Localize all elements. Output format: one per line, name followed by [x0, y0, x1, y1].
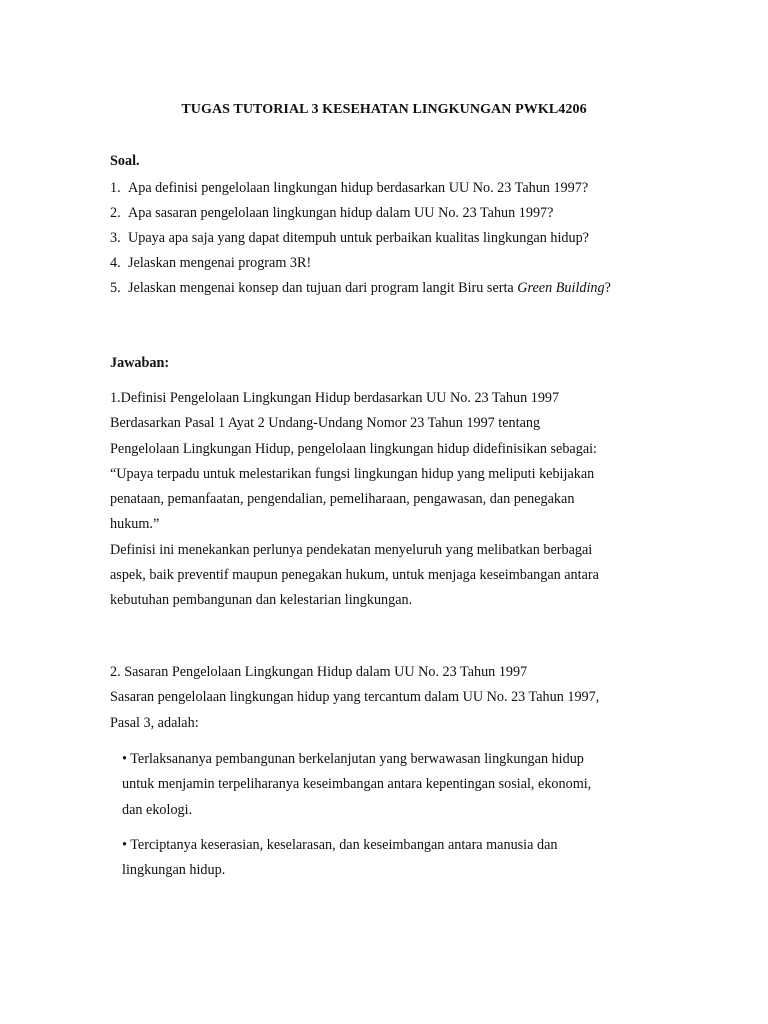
answer-line: Definisi ini menekankan perlunya pendekatan menyeluruh yang melibatkan berbagai	[110, 541, 593, 558]
answer-line: Pasal 3, adalah:	[110, 714, 199, 731]
answer-line: “Upaya terpadu untuk melestarikan fungsi lingkungan hidup yang meliputi kebijakan	[110, 465, 595, 482]
question-text	[128, 279, 611, 297]
answer-line: penataan, pemanfaatan, pengendalian, pemeliharaan, pengawasan, dan penegakan	[110, 491, 575, 508]
answer-line: kebutuhan pembangunan dan kelestarian lingkungan.	[110, 592, 413, 609]
question-item	[110, 179, 588, 197]
answer-line: aspek, baik preventif maupun penegakan hukum, untuk menjaga keseimbangan antara	[110, 567, 599, 584]
document-title: TUGAS TUTORIAL 3 KESEHATAN LINGKUNGAN PWKL4206	[181, 102, 587, 117]
question-number: 1.	[110, 180, 121, 196]
bullet-item	[122, 833, 662, 884]
jawaban-heading: Jawaban:	[110, 355, 170, 371]
question-text: Upaya apa saja yang dapat ditempuh untuk perbaikan kualitas lingkungan hidup?	[128, 230, 589, 246]
question-item	[110, 279, 611, 297]
question-number: 2.	[110, 205, 121, 221]
question-text-part: Jelaskan mengenai konsep dan tujuan dari program langit Biru serta	[128, 280, 518, 296]
bullet-line: dan ekologi.	[122, 801, 193, 818]
question-item	[110, 229, 589, 247]
bullet-line: lingkungan hidup.	[122, 862, 226, 879]
question-number: 4.	[110, 255, 121, 271]
soal-heading: Soal.	[110, 153, 140, 169]
bullet-line: untuk menjamin terpeliharanya keseimbangan antara kepentingan sosial, ekonomi,	[122, 776, 592, 793]
question-text-italic: Green Building	[517, 280, 605, 296]
question-text: Jelaskan mengenai program 3R!	[128, 255, 312, 271]
answer-line: Berdasarkan Pasal 1 Ayat 2 Undang-Undang Nomor 23 Tahun 1997 tentang	[110, 415, 541, 432]
answer-line: hukum.”	[110, 516, 160, 533]
question-text: Apa definisi pengelolaan lingkungan hidup berdasarkan UU No. 23 Tahun 1997?	[128, 180, 589, 196]
answer-line: 2. Sasaran Pengelolaan Lingkungan Hidup dalam UU No. 23 Tahun 1997	[110, 664, 528, 680]
bullet-item	[122, 747, 662, 823]
answer-line: Sasaran pengelolaan lingkungan hidup yang tercantum dalam UU No. 23 Tahun 1997,	[110, 689, 600, 706]
question-item	[110, 204, 553, 222]
bullet-line: • Terciptanya keserasian, keselarasan, dan keseimbangan antara manusia dan	[122, 837, 558, 853]
question-text-part: ?	[604, 280, 611, 296]
answer-1	[110, 386, 670, 614]
answer-2	[110, 660, 670, 736]
question-item	[110, 254, 311, 272]
question-number: 5.	[110, 280, 121, 296]
question-number: 3.	[110, 230, 121, 246]
answer-line: 1.Definisi Pengelolaan Lingkungan Hidup berdasarkan UU No. 23 Tahun 1997	[110, 390, 560, 406]
question-text: Apa sasaran pengelolaan lingkungan hidup dalam UU No. 23 Tahun 1997?	[128, 205, 554, 221]
answer-line: Pengelolaan Lingkungan Hidup, pengelolaan lingkungan hidup didefinisikan sebagai:	[110, 440, 597, 457]
bullet-line: • Terlaksananya pembangunan berkelanjutan yang berwawasan lingkungan hidup	[122, 751, 584, 767]
